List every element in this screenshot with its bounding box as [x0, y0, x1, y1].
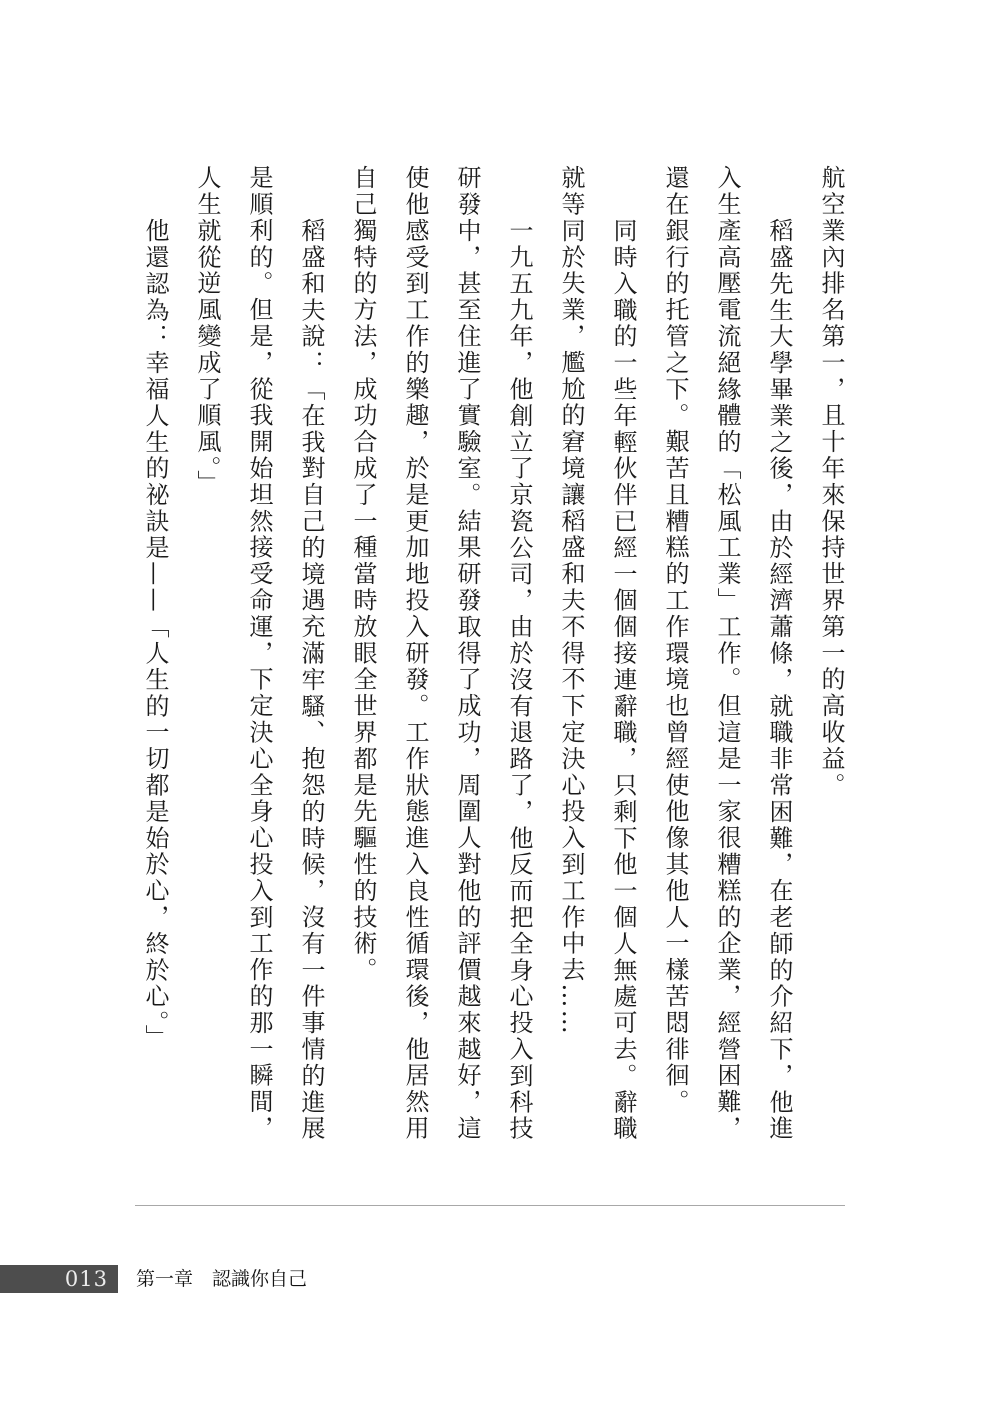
text-line: 還在銀行的托管之下。艱苦且糟糕的工作環境也曾經使他像其他人一樣苦悶徘徊。	[661, 165, 689, 1116]
chapter-title: 認識你自己	[212, 1268, 308, 1290]
paragraph	[181, 165, 337, 1155]
text-line: 是順利的。但是，從我開始坦然接受命運，下定決心全身心投入到工作的那一瞬間，	[245, 165, 273, 1142]
text-line: 自己獨特的方法，成功合成了一種當時放眼全世界都是先驅性的技術。	[349, 165, 377, 984]
text-line: 就等同於失業，尷尬的窘境讓稻盛和夫不得不下定決心投入到工作中去……	[557, 165, 585, 1037]
text-line: 入生產高壓電流絕緣體的「松風工業」工作。但這是一家很糟糕的企業，經營困難，	[713, 165, 741, 1142]
footer-divider	[135, 1205, 845, 1206]
text-line: 稻盛先生大學畢業之後，由於經濟蕭條，就職非常困難，在老師的介紹下，他進	[765, 217, 793, 1142]
paragraph	[337, 165, 545, 1155]
paragraph	[129, 165, 181, 1155]
text-line: 稻盛和夫說：「在我對自己的境遇充滿牢騷、抱怨的時候，沒有一件事情的進展	[297, 217, 325, 1142]
paragraph	[805, 165, 857, 1155]
page-number-tab	[0, 1265, 118, 1293]
chapter-label: 第一章	[136, 1268, 194, 1290]
text-line: 一九五九年，他創立了京瓷公司，由於沒有退路了，他反而把全身心投入到科技	[505, 217, 533, 1142]
paragraph	[649, 165, 805, 1155]
paragraph	[545, 165, 649, 1155]
text-line: 研發中，甚至住進了實驗室。結果研發取得了成功，周圍人對他的評價越來越好，這	[453, 165, 481, 1142]
running-footer	[136, 1265, 307, 1293]
text-line: 人生就從逆風變成了順風。」	[193, 165, 221, 497]
text-line: 他還認為：幸福人生的祕訣是——「人生的一切都是始於心，終於心。」	[141, 217, 169, 1051]
body-text	[129, 165, 857, 1155]
text-line: 同時入職的一些年輕伙伴已經一個個接連辭職，只剩下他一個人無處可去。辭職	[609, 217, 637, 1142]
text-line: 航空業內排名第一，且十年來保持世界第一的高收益。	[817, 165, 845, 799]
text-line: 使他感受到工作的樂趣，於是更加地投入研發。工作狀態進入良性循環後，他居然用	[401, 165, 429, 1142]
page-number: 013	[64, 1267, 108, 1291]
